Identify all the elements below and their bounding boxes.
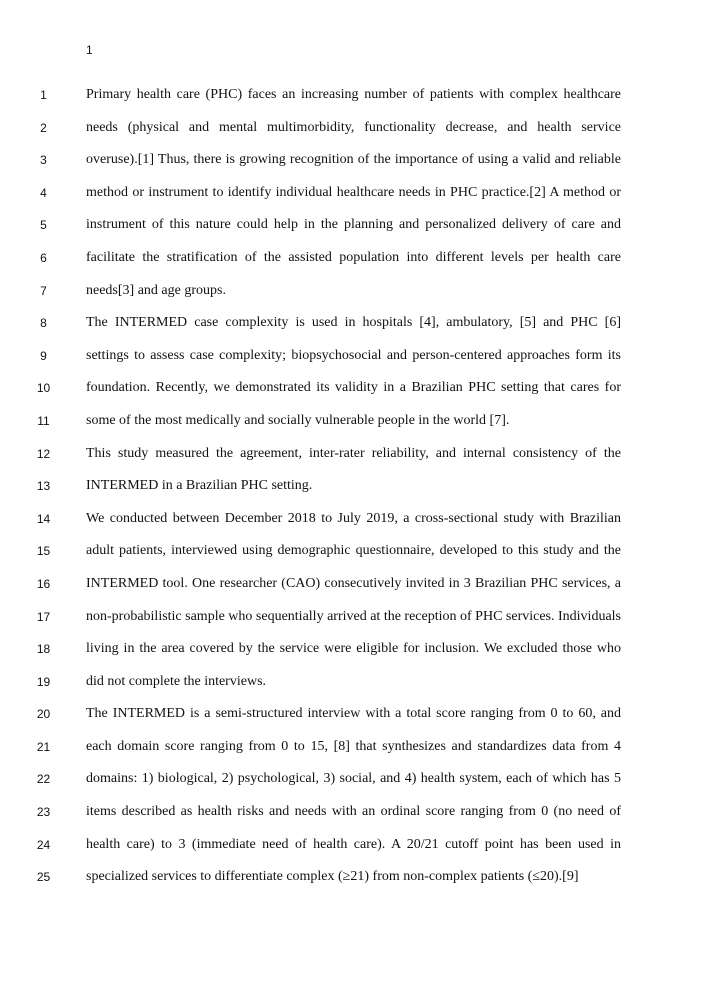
manuscript-line	[0, 444, 707, 477]
line-number: 7	[40, 283, 47, 298]
line-number: 25	[36, 870, 51, 885]
line-number: 13	[36, 479, 51, 494]
manuscript-line	[0, 607, 707, 640]
manuscript-line	[0, 704, 707, 737]
line-text: Primary health care (PHC) faces an increasing number of patients with complex healthcare	[86, 87, 621, 102]
line-number: 17	[36, 609, 51, 624]
line-text: The INTERMED case complexity is used in hospitals [4], ambulatory, [5] and PHC [6]	[86, 315, 621, 331]
line-number: 16	[36, 576, 51, 591]
manuscript-line	[0, 476, 707, 509]
line-text: adult patients, interviewed using demographic questionnaire, developed to this study and the	[86, 543, 621, 559]
line-number: 9	[40, 348, 47, 363]
line-text: overuse).[1] Thus, there is growing recognition of the importance of using a valid and reliable	[86, 152, 621, 168]
line-text: needs (physical and mental multimorbidity, functionality decrease, and health service	[86, 119, 621, 135]
manuscript-line	[0, 85, 707, 118]
manuscript-line	[0, 118, 707, 151]
line-number: 14	[36, 511, 51, 526]
line-text: method or instrument to identify individual healthcare needs in PHC practice.[2] A method or	[86, 184, 621, 200]
line-number: 4	[40, 185, 47, 200]
line-number: 19	[36, 674, 51, 689]
line-number: 10	[36, 381, 51, 396]
manuscript-line	[0, 281, 707, 314]
manuscript-line	[0, 639, 707, 672]
line-number: 21	[36, 739, 51, 754]
manuscript-line	[0, 541, 707, 574]
line-number: 6	[40, 250, 47, 265]
manuscript-line	[0, 313, 707, 346]
line-text: items described as health risks and needs with an ordinal score ranging from 0 (no need of	[86, 804, 621, 820]
line-text: facilitate the stratification of the assisted population into different levels per health care	[86, 249, 621, 265]
line-number: 1	[40, 88, 47, 102]
line-text: INTERMED tool. One researcher (CAO) consecutively invited in 3 Brazilian PHC services, a	[86, 575, 621, 591]
line-text: This study measured the agreement, inter-rater reliability, and internal consistency of the	[86, 445, 621, 461]
line-text: INTERMED in a Brazilian PHC setting.	[86, 478, 313, 494]
line-text: The INTERMED is a semi-structured interview with a total score ranging from 0 to 60, and	[86, 706, 621, 722]
line-number: 18	[36, 642, 51, 657]
line-number: 3	[40, 153, 47, 168]
line-number: 2	[40, 120, 47, 135]
manuscript-line	[0, 183, 707, 216]
manuscript-line	[0, 672, 707, 705]
manuscript-line	[0, 867, 707, 900]
manuscript-line	[0, 378, 707, 411]
manuscript-line	[0, 346, 707, 379]
manuscript-line	[0, 411, 707, 444]
manuscript-line	[0, 769, 707, 802]
line-text: living in the area covered by the service were eligible for inclusion. We excluded those who	[86, 641, 621, 657]
line-text: did not complete the interviews.	[86, 673, 267, 689]
line-text: non-probabilistic sample who sequentially arrived at the reception of PHC services. Individuals	[86, 608, 621, 624]
manuscript-line	[0, 248, 707, 281]
line-text: domains: 1) biological, 2) psychological, 3) social, and 4) health system, each of which has 5	[86, 771, 621, 787]
line-text: specialized services to differentiate complex (≥21) from non-complex patients (≤20).[9]	[86, 869, 579, 885]
manuscript-line	[0, 574, 707, 607]
line-number: 23	[36, 805, 51, 820]
line-number: 22	[36, 772, 51, 787]
line-text: instrument of this nature could help in the planning and personalized delivery of care and	[86, 217, 621, 233]
line-text: settings to assess case complexity; biopsychosocial and person-centered approaches form its	[86, 347, 621, 363]
page-number: 1	[86, 43, 93, 57]
line-number: 11	[37, 413, 50, 428]
line-number: 15	[36, 544, 51, 559]
line-number: 12	[36, 446, 51, 461]
line-text: health care) to 3 (immediate need of health care). A 20/21 cutoff point has been used in	[86, 836, 621, 852]
manuscript-line	[0, 150, 707, 183]
line-text: We conducted between December 2018 to July 2019, a cross-sectional study with Brazilian	[86, 510, 621, 526]
manuscript-body	[0, 85, 707, 900]
line-number: 8	[40, 316, 47, 331]
line-number: 5	[40, 218, 47, 233]
manuscript-line	[0, 802, 707, 835]
line-text: some of the most medically and socially vulnerable people in the world [7].	[86, 412, 510, 428]
manuscript-line	[0, 509, 707, 542]
line-text: foundation. Recently, we demonstrated its validity in a Brazilian PHC setting that cares for	[86, 380, 621, 396]
line-number: 24	[36, 837, 51, 852]
line-number: 20	[36, 707, 51, 722]
manuscript-line	[0, 215, 707, 248]
line-text: needs[3] and age groups.	[86, 282, 226, 298]
line-text: each domain score ranging from 0 to 15, [8] that synthesizes and standardizes data from 4	[86, 738, 621, 754]
manuscript-line	[0, 737, 707, 770]
manuscript-line	[0, 835, 707, 868]
